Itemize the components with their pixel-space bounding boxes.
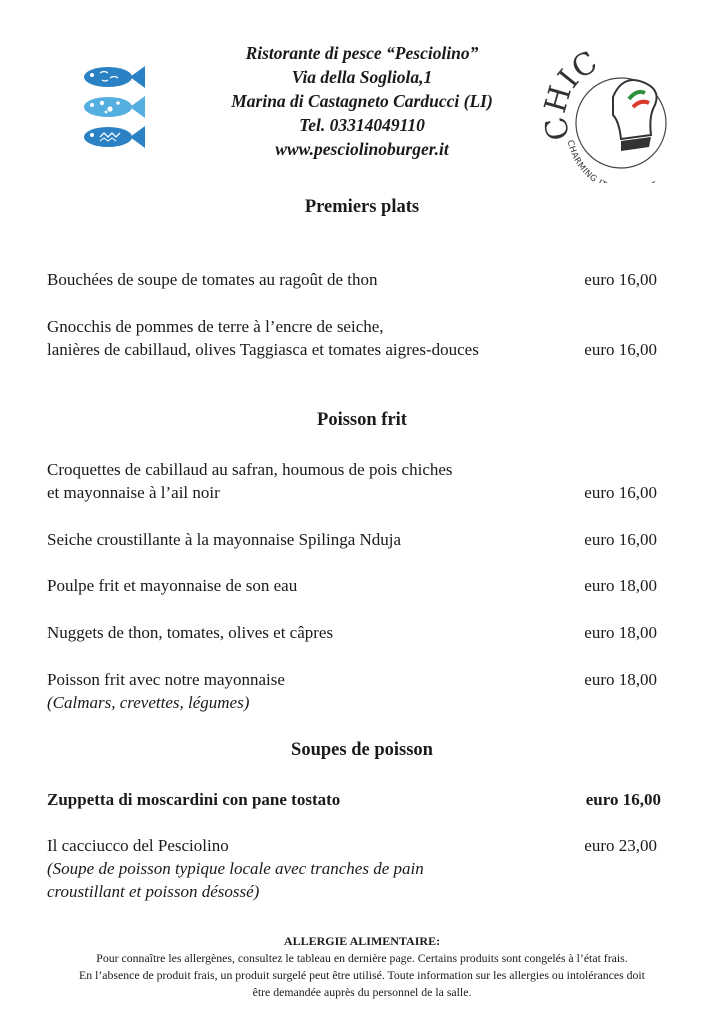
menu-item xyxy=(47,315,667,361)
section-title-poisson-frit: Poisson frit xyxy=(317,410,407,430)
chef-hat-icon xyxy=(543,45,703,183)
menu-item xyxy=(47,788,667,811)
item-name: lanières de cabillaud, olives Taggiasca et tomates aigres-douces xyxy=(47,340,479,359)
fish-logo-group xyxy=(80,64,146,154)
allergy-line: Pour connaître les allergènes, consultez le tableau en dernière page. Certains produits sont congelés à l’état frais. xyxy=(96,951,628,965)
menu-item xyxy=(47,268,667,291)
restaurant-address: Via della Sogliola,1 xyxy=(291,67,433,87)
item-name: Bouchées de soupe de tomates au ragoût de thon xyxy=(47,270,378,289)
menu-item xyxy=(47,621,667,644)
item-price: euro 18,00 xyxy=(584,623,657,642)
item-note: (Soupe de poisson typique locale avec tranches de pain xyxy=(47,859,424,878)
item-name: Gnocchis de pommes de terre à l’encre de seiche, xyxy=(47,317,384,336)
restaurant-name: Ristorante di pesce “Pesciolino” xyxy=(245,43,479,63)
item-price: euro 16,00 xyxy=(584,530,657,549)
item-price: euro 16,00 xyxy=(585,790,661,809)
menu-item xyxy=(47,834,667,903)
logo-subtitle: CHARMING xyxy=(564,139,599,183)
fish-icon xyxy=(80,94,146,120)
menu-item xyxy=(47,574,667,597)
item-name: et mayonnaise à l’ail noir xyxy=(47,483,220,502)
item-price: euro 18,00 xyxy=(584,576,657,595)
restaurant-website[interactable]: www.pesciolinoburger.it xyxy=(275,139,449,159)
fish-icon xyxy=(80,64,146,90)
menu-item xyxy=(47,528,667,551)
allergy-title: ALLERGIE ALIMENTAIRE: xyxy=(283,934,441,948)
menu-item xyxy=(47,458,667,504)
restaurant-phone: Tel. 03314049110 xyxy=(299,115,425,135)
allergy-line: En l’absence de produit frais, un produit surgelé peut être utilisé. Toute information sur les allergies ou intolérances doit xyxy=(79,968,645,982)
item-note: (Calmars, crevettes, légumes) xyxy=(47,693,250,712)
item-price: euro 23,00 xyxy=(584,836,657,855)
section-title-soupes: Soupes de poisson xyxy=(291,740,433,760)
restaurant-city: Marina di Castagneto Carducci (LI) xyxy=(231,91,493,111)
item-price: euro 18,00 xyxy=(584,670,657,689)
item-name: Nuggets de thon, tomates, olives et câpres xyxy=(47,623,334,642)
item-name: Zuppetta di moscardini con pane tostato xyxy=(47,790,341,809)
item-name: Poisson frit avec notre mayonnaise xyxy=(47,670,285,689)
item-price: euro 16,00 xyxy=(584,340,657,359)
item-name: Il cacciucco del Pesciolino xyxy=(47,836,229,855)
item-name: Poulpe frit et mayonnaise de son eau xyxy=(47,576,298,595)
svg-text:CHIC xyxy=(543,45,603,144)
menu-item xyxy=(47,668,667,714)
item-price: euro 16,00 xyxy=(584,483,657,502)
section-title-premiers-plats: Premiers plats xyxy=(304,197,420,217)
item-name: Seiche croustillante à la mayonnaise Spilinga Nduja xyxy=(47,530,402,549)
fish-icon xyxy=(80,124,146,150)
allergy-notice xyxy=(30,933,694,1001)
item-name: Croquettes de cabillaud au safran, houmous de pois chiches xyxy=(47,460,453,479)
logo-text: IC xyxy=(551,45,604,95)
chic-logo xyxy=(543,45,703,183)
item-price: euro 16,00 xyxy=(584,270,657,289)
allergy-line: être demandée auprès du personnel de la salle. xyxy=(252,985,472,999)
item-note: croustillant et poisson désossé) xyxy=(47,882,260,901)
